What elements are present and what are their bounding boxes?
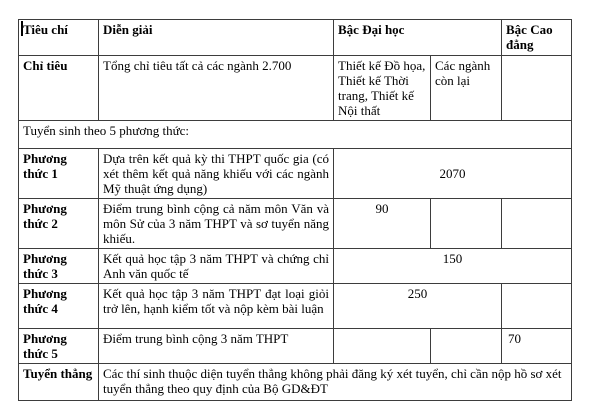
method-2-empty-uni-other	[431, 199, 502, 249]
method-3-value: 150	[334, 249, 572, 284]
method-5-value: 70	[502, 329, 572, 364]
row-tuyen-thang	[19, 364, 572, 401]
header-bac-cao-dang: Bậc Cao đẳng	[502, 20, 572, 56]
quota-uni-other-majors: Các ngành còn lại	[431, 56, 502, 121]
method-4-label: Phương thức 4	[19, 284, 99, 329]
method-4-desc: Kết quả học tập 3 năm THPT đạt loại giỏi trở lên, hạnh kiểm tốt và nộp kèm bài luận	[99, 284, 334, 329]
method-4-empty-college	[502, 284, 572, 329]
method-1-value: 2070	[334, 149, 572, 199]
header-dien-giai: Diễn giải	[99, 20, 334, 56]
section-note-text: Tuyển sinh theo 5 phương thức:	[19, 121, 572, 149]
admission-table	[18, 19, 572, 401]
header-bac-dai-hoc: Bậc Đại học	[334, 20, 502, 56]
method-4-value: 250	[334, 284, 502, 329]
method-1-label: Phương thức 1	[19, 149, 99, 199]
method-2-value: 90	[334, 199, 431, 249]
method-5-empty-uni-design	[334, 329, 431, 364]
method-2-label: Phương thức 2	[19, 199, 99, 249]
row-phuong-thuc-3	[19, 249, 572, 284]
quota-college-cell	[502, 56, 572, 121]
row-chi-tieu	[19, 56, 572, 121]
direct-admission-label: Tuyển thẳng	[19, 364, 99, 401]
method-3-desc: Kết quả học tập 3 năm THPT và chứng chỉ Anh văn quốc tế	[99, 249, 334, 284]
method-2-empty-college	[502, 199, 572, 249]
direct-admission-desc: Các thí sinh thuộc diện tuyển thẳng không phải đăng ký xét tuyển, chỉ cần nộp hồ sơ xét tuyển thẳng theo quy định của Bộ GD&ĐT	[99, 364, 572, 401]
method-5-desc: Điểm trung bình cộng 3 năm THPT	[99, 329, 334, 364]
quota-uni-design-majors: Thiết kế Đồ họa, Thiết kế Thời trang, Thiết kế Nội thất	[334, 56, 431, 121]
method-5-empty-uni-other	[431, 329, 502, 364]
row-phuong-thuc-1	[19, 149, 572, 199]
method-5-label: Phương thức 5	[19, 329, 99, 364]
row-phuong-thuc-5	[19, 329, 572, 364]
method-1-desc: Dựa trên kết quả kỳ thi THPT quốc gia (có xét thêm kết quả năng khiếu với các ngành Mỹ thuật ứng dụng)	[99, 149, 334, 199]
row-phuong-thuc-2	[19, 199, 572, 249]
method-2-desc: Điểm trung bình cộng cả năm môn Văn và môn Sử của 3 năm THPT và sơ tuyển năng khiếu.	[99, 199, 334, 249]
quota-label: Chỉ tiêu	[19, 56, 99, 121]
quota-desc: Tổng chỉ tiêu tất cả các ngành 2.700	[99, 56, 334, 121]
row-section-note	[19, 121, 572, 149]
method-3-label: Phương thức 3	[19, 249, 99, 284]
header-row	[19, 20, 572, 56]
header-tieu-chi: Tiêu chí	[19, 20, 99, 56]
row-phuong-thuc-4	[19, 284, 572, 329]
